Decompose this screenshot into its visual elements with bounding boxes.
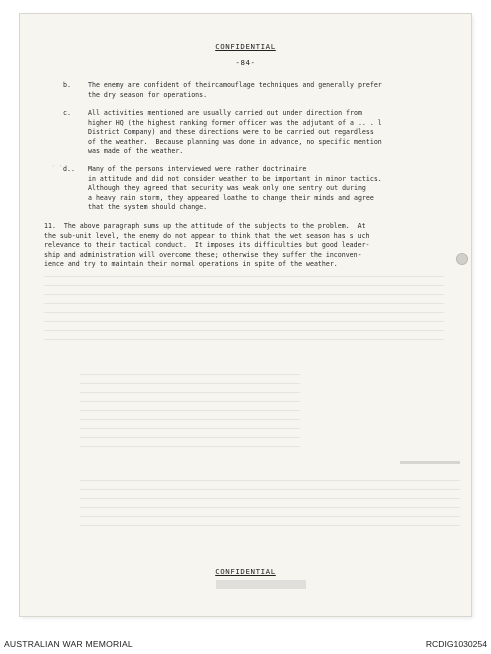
bleed-through-block-3: [80, 480, 460, 530]
footer-classification: CONFIDENTIAL: [215, 567, 276, 576]
margin-annotation: ◦ ◦: [44, 163, 63, 170]
para-d-text: Many of the persons interviewed were rather doctrinaire in attitude and did not consider weather to be important in minor tactics. Although they agreed that security was weak only one sentry out during a heavy rain storm, they appeared loathe to change their minds and agree that the system should change.: [88, 165, 382, 212]
header-classification: CONFIDENTIAL: [215, 42, 276, 51]
archive-bar: [0, 636, 491, 654]
bleed-through-block-1: [44, 276, 444, 346]
para-b-text: The enemy are confident of theircamouflage techniques and generally prefer the dry season for operations.: [88, 81, 382, 99]
archive-id: RCDIG1030254: [425, 639, 487, 649]
document-page: [20, 14, 471, 616]
page-number: -84-: [235, 58, 256, 67]
para-11-text-body: 11. The above paragraph sums up the attitude of the subjects to the problem. At the sub-unit level, the enemy do not appear to think that the wet season has s uch relevance to their tactical conduct. It imposes its difficulties but good leader- ship and administration will overcome these; otherwise they suffer the inconven- ience and try to maintain their normal operations in spite of the weather.: [44, 222, 370, 269]
punch-hole: [456, 253, 468, 265]
para-c-text: All activities mentioned are usually carried out under direction from higher HQ (the highest ranking former officer was the adjutant of a .. . l District Company) and these directions were to be carried out regardless of the weather. Because planning was done in advance, no specific mention was made of the weather.: [88, 109, 382, 156]
stamp-ghost: [216, 580, 306, 589]
bleed-through-block-2: [80, 374, 300, 454]
para-b-label: b.: [63, 81, 71, 89]
archive-name: AUSTRALIAN WAR MEMORIAL: [4, 639, 133, 649]
para-d-label: d..: [63, 165, 75, 173]
bleed-through-fragment: [400, 461, 460, 464]
para-c-label: c.: [63, 109, 71, 117]
